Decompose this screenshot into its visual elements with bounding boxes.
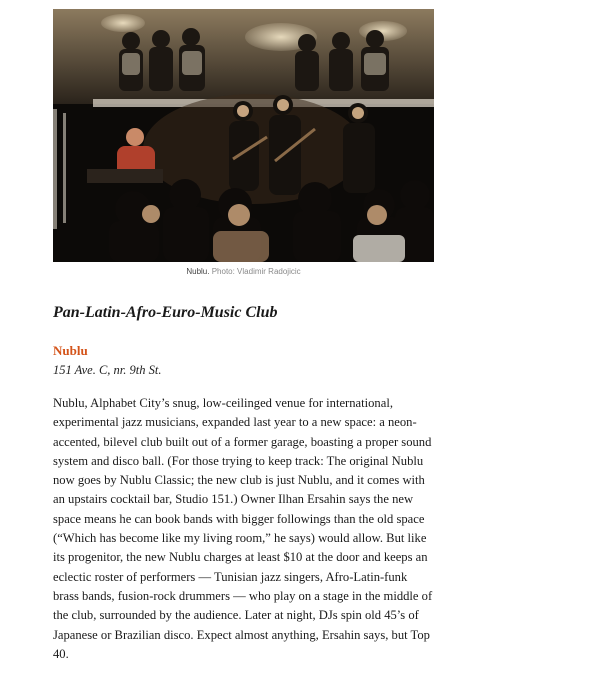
venue-name-link[interactable]: Nublu [53, 343, 88, 358]
photo-caption [53, 267, 434, 277]
article-body: Nublu, Alphabet City’s snug, low-ceilinged venue for international, experimental jazz musicians, expanded last year to a new space: a neon-accented, bilevel club built out of a former garage, boasting a proper sound system and disco ball. (For those trying to keep track: The original Nublu now goes by Nublu Classic; the new club is just Nublu, and it comes with an upstairs cocktail bar, Studio 151.) Owner Ilhan Ersahin says the new space means he can book bands with bigger followings than the old space (“Which has become like my living room,” he says) would allow. But like its progenitor, the new Nublu charges at least $10 at the door and keeps an eclectic roster of performers — Tunisian jazz singers, Afro-Latin-funk brass bands, fusion-rock drummers — who play on a stage in the middle of the club, surrounded by the audience. Later at night, DJs spin old 45’s of Japanese or Brazilian disco. Expect almost anything, Ersahin says, but Top 40. [53, 396, 433, 661]
caption-label: Nublu. [186, 267, 210, 276]
venue-address: 151 Ave. C, nr. 9th St. [53, 363, 162, 377]
article [53, 9, 434, 677]
section-title: Pan-Latin-Afro-Euro-Music Club [53, 304, 278, 321]
caption-credit: Photo: Vladimir Radojicic [211, 267, 301, 276]
venue-photo [53, 9, 434, 262]
